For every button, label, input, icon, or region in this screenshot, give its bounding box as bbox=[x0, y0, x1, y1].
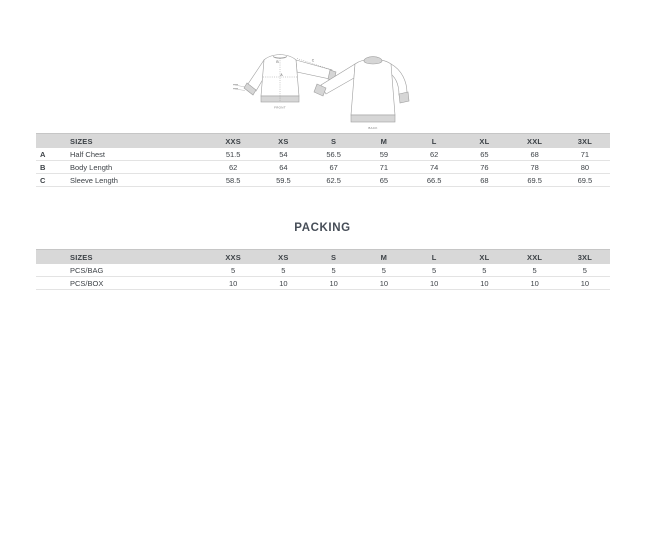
size-column-header: M bbox=[359, 134, 409, 149]
cuff-detail-annotation bbox=[233, 84, 245, 91]
value-cell: 69.5 bbox=[510, 174, 560, 187]
value-cell: 65 bbox=[359, 174, 409, 187]
marker-a: A bbox=[280, 72, 283, 77]
value-cell: 71 bbox=[560, 148, 610, 161]
row-letter-cell: B bbox=[36, 161, 68, 174]
table-row bbox=[36, 148, 610, 161]
value-cell: 65 bbox=[459, 148, 509, 161]
size-column-header: XXL bbox=[510, 250, 560, 265]
value-cell: 5 bbox=[560, 264, 610, 277]
row-label-cell: PCS/BAG bbox=[68, 264, 208, 277]
table-row bbox=[36, 277, 610, 290]
value-cell: 5 bbox=[258, 264, 308, 277]
back-view-label: BACK bbox=[368, 126, 378, 130]
back-view-drawing bbox=[311, 57, 409, 130]
size-column-header: L bbox=[409, 250, 459, 265]
value-cell: 10 bbox=[459, 277, 509, 290]
packing-table-body bbox=[36, 264, 610, 290]
sweatshirt-technical-drawing bbox=[233, 33, 433, 133]
size-column-header: XS bbox=[258, 134, 308, 149]
row-letter-cell: A bbox=[36, 148, 68, 161]
value-cell: 68 bbox=[510, 148, 560, 161]
size-column-header: XXS bbox=[208, 250, 258, 265]
marker-b: B bbox=[276, 60, 279, 64]
value-cell: 10 bbox=[208, 277, 258, 290]
header-corner-cell bbox=[36, 134, 68, 149]
value-cell: 10 bbox=[359, 277, 409, 290]
row-letter-cell bbox=[36, 264, 68, 277]
value-cell: 54 bbox=[258, 148, 308, 161]
value-cell: 64 bbox=[258, 161, 308, 174]
value-cell: 68 bbox=[459, 174, 509, 187]
value-cell: 58.5 bbox=[208, 174, 258, 187]
value-cell: 62 bbox=[409, 148, 459, 161]
value-cell: 59.5 bbox=[258, 174, 308, 187]
value-cell: 10 bbox=[560, 277, 610, 290]
value-cell: 62 bbox=[208, 161, 258, 174]
size-column-header: S bbox=[309, 250, 359, 265]
size-column-header: 3XL bbox=[560, 134, 610, 149]
header-row bbox=[36, 250, 610, 265]
row-letter-cell bbox=[36, 277, 68, 290]
value-cell: 5 bbox=[409, 264, 459, 277]
value-cell: 74 bbox=[409, 161, 459, 174]
front-view-label: FRONT bbox=[274, 105, 286, 110]
size-table-header bbox=[36, 134, 610, 149]
value-cell: 51.5 bbox=[208, 148, 258, 161]
value-cell: 71 bbox=[359, 161, 409, 174]
value-cell: 10 bbox=[258, 277, 308, 290]
table-row bbox=[36, 174, 610, 187]
row-letter-cell: C bbox=[36, 174, 68, 187]
value-cell: 10 bbox=[309, 277, 359, 290]
value-cell: 5 bbox=[359, 264, 409, 277]
packing-table bbox=[36, 249, 610, 290]
size-measurements-table bbox=[36, 133, 610, 187]
row-label-cell: Half Chest bbox=[68, 148, 208, 161]
row-label-cell: Body Length bbox=[68, 161, 208, 174]
table-row bbox=[36, 264, 610, 277]
value-cell: 69.5 bbox=[560, 174, 610, 187]
table-row bbox=[36, 161, 610, 174]
size-column-header: XS bbox=[258, 250, 308, 265]
value-cell: 66.5 bbox=[409, 174, 459, 187]
packing-section-title: PACKING bbox=[294, 222, 351, 234]
packing-table-header bbox=[36, 250, 610, 265]
size-column-header: XL bbox=[459, 134, 509, 149]
header-row bbox=[36, 134, 610, 149]
size-column-header: M bbox=[359, 250, 409, 265]
size-column-header: L bbox=[409, 134, 459, 149]
size-column-header: XL bbox=[459, 250, 509, 265]
marker-c: C bbox=[311, 58, 315, 63]
row-label-cell: PCS/BOX bbox=[68, 277, 208, 290]
size-table-body bbox=[36, 148, 610, 187]
size-column-header: S bbox=[309, 134, 359, 149]
value-cell: 62.5 bbox=[309, 174, 359, 187]
value-cell: 5 bbox=[459, 264, 509, 277]
header-corner-cell bbox=[36, 250, 68, 265]
sizes-header-cell: SIZES bbox=[68, 134, 208, 149]
value-cell: 5 bbox=[309, 264, 359, 277]
value-cell: 56.5 bbox=[309, 148, 359, 161]
value-cell: 10 bbox=[409, 277, 459, 290]
value-cell: 5 bbox=[208, 264, 258, 277]
value-cell: 78 bbox=[510, 161, 560, 174]
value-cell: 59 bbox=[359, 148, 409, 161]
value-cell: 10 bbox=[510, 277, 560, 290]
size-column-header: XXL bbox=[510, 134, 560, 149]
value-cell: 80 bbox=[560, 161, 610, 174]
sizes-header-cell: SIZES bbox=[68, 250, 208, 265]
front-view-drawing bbox=[233, 55, 336, 110]
value-cell: 67 bbox=[309, 161, 359, 174]
row-label-cell: Sleeve Length bbox=[68, 174, 208, 187]
value-cell: 5 bbox=[510, 264, 560, 277]
size-column-header: 3XL bbox=[560, 250, 610, 265]
size-column-header: XXS bbox=[208, 134, 258, 149]
value-cell: 76 bbox=[459, 161, 509, 174]
